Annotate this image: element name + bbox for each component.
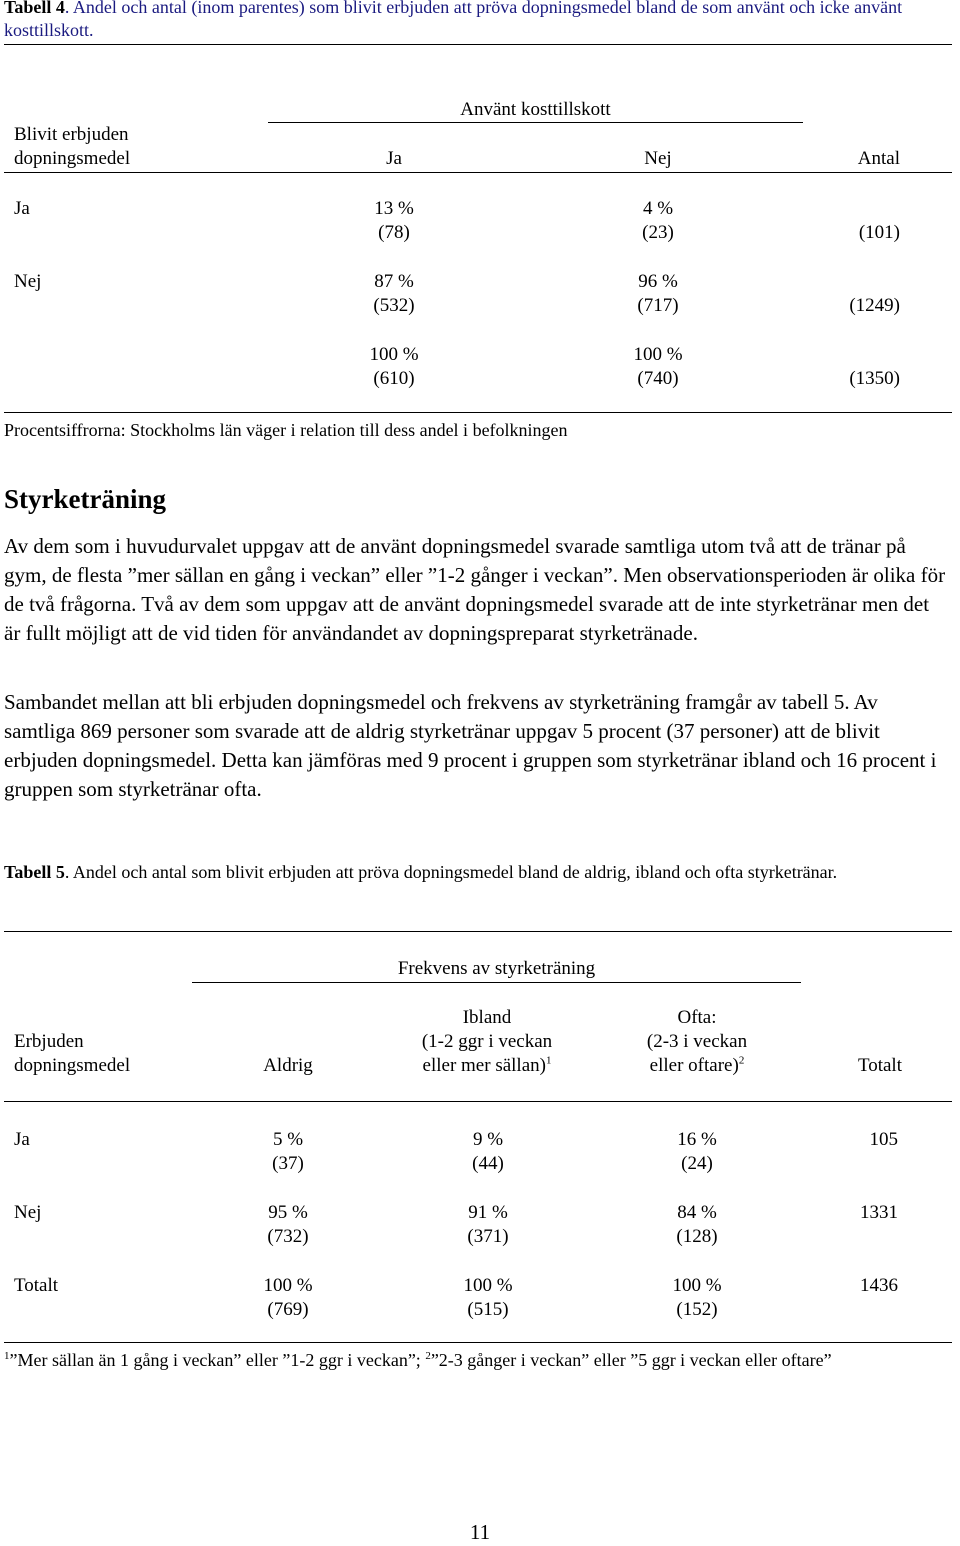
table5-caption-text: . Andel och antal som blivit erbjuden att pröva dopningsmedel bland de aldrig, ibland och ofta styrketränar. — [64, 862, 838, 882]
table5-row-label: Nej — [14, 1202, 42, 1223]
table4-caption — [4, 0, 954, 42]
table5-cell-ibland-n: (371) — [467, 1226, 509, 1247]
table4-cell-ja-pct: 87 % — [374, 271, 414, 292]
table5-row-label: Ja — [14, 1129, 30, 1150]
table4-cell-nej-n: (717) — [637, 295, 679, 316]
table5-col-ibland-3: eller mer sällan)$^1$ — [422, 1054, 552, 1076]
table5-header-rule — [4, 1101, 952, 1102]
table4-row-header-line2: dopningsmedel — [14, 148, 131, 169]
table5-cell-totalt: 1331 — [860, 1202, 898, 1223]
table4-cell-nej-pct: 100 % — [633, 344, 683, 365]
table5-group-underline — [192, 982, 801, 983]
table4-cell-antal: (1350) — [849, 368, 900, 389]
table5-row-header-line2: dopningsmedel — [14, 1055, 131, 1076]
table4-col-nej: Nej — [644, 148, 672, 169]
table5-cell-ofta-n: (128) — [676, 1226, 718, 1247]
table5-cell-aldrig-pct: 100 % — [263, 1275, 313, 1296]
table5-cell-aldrig-n: (37) — [272, 1153, 304, 1174]
table5-cell-ofta-pct: 16 % — [677, 1129, 717, 1150]
table5-cell-aldrig-n: (769) — [267, 1299, 309, 1320]
table4-cell-nej-pct: 96 % — [638, 271, 678, 292]
table4-header-rule — [4, 172, 952, 173]
section-heading: Styrketräning — [4, 484, 166, 514]
table4-bottom-rule — [4, 412, 952, 413]
table4-group-underline — [268, 122, 803, 123]
table4-row-label: Nej — [14, 271, 42, 292]
table4-cell-ja-pct: 13 % — [374, 198, 414, 219]
table5-cell-ofta-pct: 100 % — [672, 1275, 722, 1296]
table5-col-ibland-2: (1-2 ggr i veckan — [421, 1031, 553, 1052]
table5-bottom-rule — [4, 1342, 952, 1343]
table5-group-header: Frekvens av styrketräning — [397, 958, 596, 979]
table5-cell-aldrig-n: (732) — [267, 1226, 309, 1247]
table5-cell-ofta-n: (24) — [681, 1153, 713, 1174]
table5-col-ofta-3: eller oftare)$^2$ — [649, 1054, 745, 1076]
table4-cell-ja-pct: 100 % — [369, 344, 419, 365]
footnote-marker-2: 2 — [425, 1350, 431, 1362]
table5-col-totalt: Totalt — [857, 1055, 902, 1076]
table5-cell-ibland-n: (515) — [467, 1299, 509, 1320]
table4-cell-nej-pct: 4 % — [642, 198, 674, 219]
table4-cell-nej-n: (740) — [637, 368, 679, 389]
table5-cell-ibland-pct: 100 % — [463, 1275, 513, 1296]
section-paragraph-1: Av dem som i huvudurvalet uppgav att de använt dopningsmedel svarade samtliga utom två att de tränar på gym, de flesta ”mer sällan en gång i veckan” eller ”1-2 gånger i veckan”. Men observationsperioden är olika för de två frågorna. Två av dem som uppgav att de använt dopningsmedel svarade att de inte styrketränar men det är fullt möjligt att de vid tiden för användandet av dopningspreparat styrketränade. — [4, 534, 946, 645]
footnote-marker-1: 1 — [4, 1350, 10, 1362]
table5-col-ofta-1: Ofta: — [677, 1007, 717, 1028]
table4-cell-ja-n: (532) — [373, 295, 415, 316]
table5-cell-totalt: 1436 — [860, 1275, 898, 1296]
table4-caption-text: . Andel och antal (inom parentes) som blivit erbjuden att pröva dopningsmedel bland de som använt och icke använt kosttillskott. — [4, 0, 903, 40]
table4-caption-label: Tabell 4 — [4, 0, 65, 17]
table5-top-rule — [4, 931, 952, 932]
table4-col-antal: Antal — [857, 148, 900, 169]
table5-col-aldrig: Aldrig — [263, 1055, 313, 1076]
table4-col-ja: Ja — [386, 148, 402, 169]
table4-cell-ja-n: (78) — [378, 222, 410, 243]
section-paragraph-2: Sambandet mellan att bli erbjuden dopningsmedel och frekvens av styrketräning framgår av tabell 5. Av samtliga 869 personer som svarade att de aldrig styrketränar uppgav 5 procent (37 personer) att de blivit erbjuden dopningsmedel. Detta kan jämföras med 9 procent i gruppen som styrketränar ibland och 16 procent i gruppen som styrketränar ofta. — [4, 690, 937, 801]
table4-row-header-line1: Blivit erbjuden — [14, 124, 129, 145]
table5-cell-aldrig-pct: 5 % — [272, 1129, 304, 1150]
table4-cell-antal: (1249) — [849, 295, 900, 316]
footnote-ref-1: 1 — [545, 1054, 552, 1067]
table5-cell-ibland-pct: 9 % — [472, 1129, 504, 1150]
table5-cell-totalt: 105 — [869, 1129, 898, 1150]
table5-cell-ofta-n: (152) — [676, 1299, 718, 1320]
table5-caption — [4, 859, 944, 885]
table5-col-ibland-1: Ibland — [462, 1007, 512, 1028]
table5-cell-ofta-pct: 84 % — [677, 1202, 717, 1223]
table4-cell-ja-n: (610) — [373, 368, 415, 389]
table5-cell-ibland-pct: 91 % — [468, 1202, 508, 1223]
table5-cell-aldrig-pct: 95 % — [268, 1202, 308, 1223]
table5-caption-label: Tabell 5 — [4, 862, 65, 882]
table4-cell-antal: (101) — [858, 222, 900, 243]
table4-top-rule — [4, 44, 952, 45]
table4-cell-nej-n: (23) — [642, 222, 674, 243]
table5-col-ofta-2: (2-3 i veckan — [646, 1031, 748, 1052]
table5-row-header-line1: Erbjuden — [14, 1031, 84, 1052]
table5-cell-ibland-n: (44) — [472, 1153, 504, 1174]
table4-note: Procentsiffrorna: Stockholms län väger i relation till dess andel i befolkningen — [4, 420, 568, 440]
table5-footnote: $^1$”Mer sällan än 1 gång i veckan” eller ”1-2 ggr i veckan”; $^2$”2-3 gånger i veckan” eller ”5 ggr i veckan eller oftare” — [4, 1350, 832, 1370]
footnote-ref-2: 2 — [738, 1054, 745, 1067]
table4-row-label: Ja — [14, 198, 30, 219]
table4-group-header: Använt kosttillskott — [460, 99, 611, 120]
page-number: 11 — [469, 1520, 491, 1544]
table5-row-label: Totalt — [14, 1275, 59, 1296]
